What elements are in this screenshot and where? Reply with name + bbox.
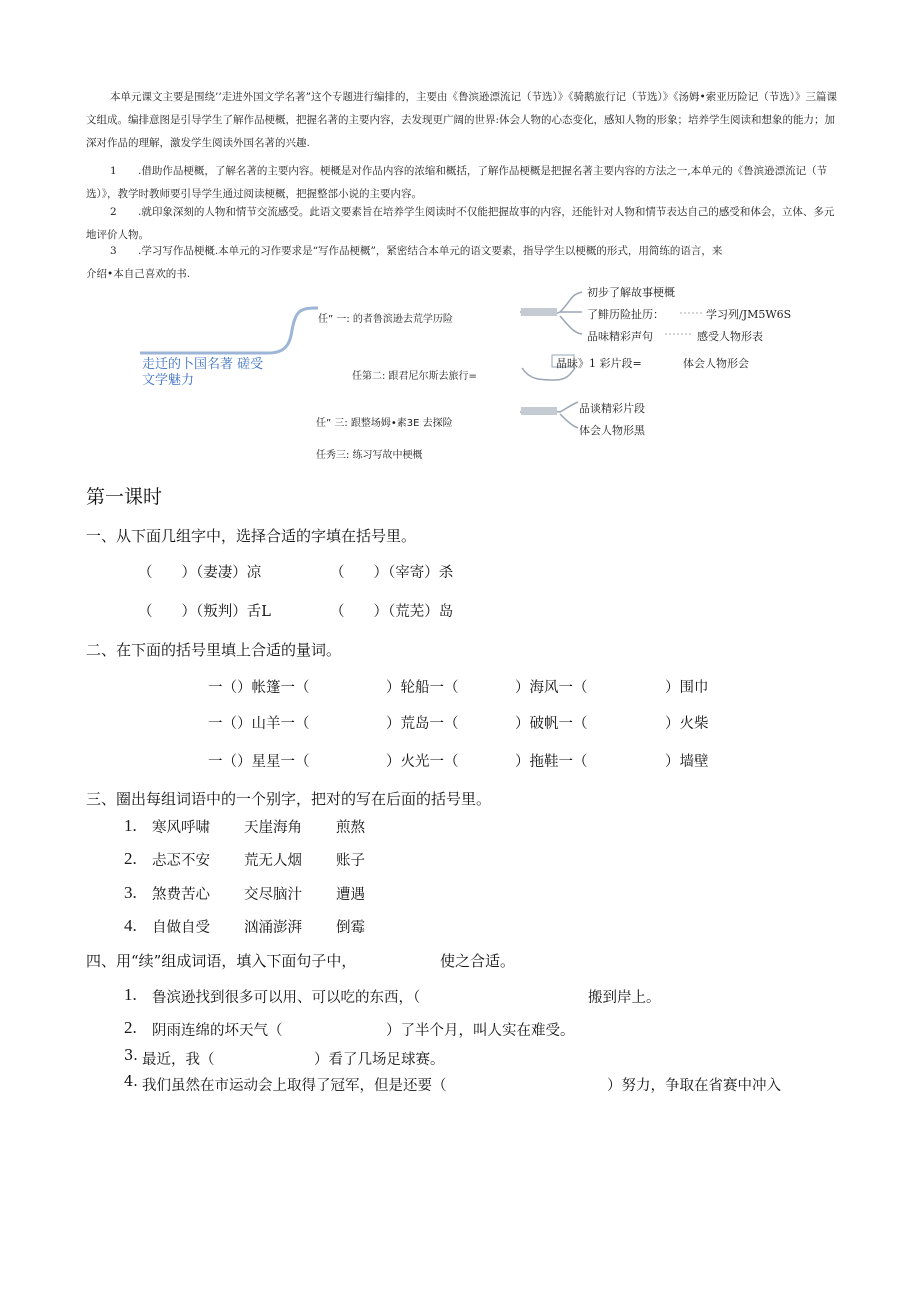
q4-sentence-a: 阴雨连绵的坏天气（ bbox=[152, 1023, 283, 1039]
lesson-title: 第一课时 bbox=[86, 486, 163, 508]
mindmap-connectors bbox=[0, 0, 920, 470]
q4-number: 2. bbox=[124, 1018, 137, 1037]
intro-item-number: 3 bbox=[110, 245, 117, 257]
q4-sentence-a: 我们虽然在市运动会上取得了冠军，但是还要（ bbox=[142, 1078, 447, 1094]
q3-word: 荒无人烟 bbox=[244, 853, 302, 869]
q2-title: 二、在下面的括号里填上合适的量词。 bbox=[86, 641, 342, 659]
mindmap-b1-sub1: 学习列/JM5W6S bbox=[706, 308, 792, 321]
q3-number: 4. bbox=[124, 916, 137, 935]
intro-item-text: .学习写作品梗概.本单元的习作要求是“写作品梗概”，紧密结合本单元的语文要素，指导学生以梗概的形式，用简练的语言，来 bbox=[138, 245, 723, 257]
q2-cell: 一（）帐篷一（ bbox=[208, 680, 310, 696]
intro-item-number: 2 bbox=[110, 206, 117, 218]
mindmap-b2-right: 体会人物形会 bbox=[683, 357, 749, 370]
branch-marker-1 bbox=[521, 308, 557, 316]
connector-b3b bbox=[560, 414, 578, 428]
q4-sentence-b: 搬到岸上。 bbox=[588, 990, 661, 1006]
mindmap-task3: 任” 三: 跟整场姆•素3E 去探险 bbox=[316, 418, 453, 429]
q2-cell: ）轮船一（ bbox=[386, 680, 459, 696]
q3-word: 交尽脑汁 bbox=[244, 887, 302, 903]
q1-item: （ ）（荒芜）岛 bbox=[330, 604, 454, 620]
q1-item: （ ）（宰寄）杀 bbox=[330, 565, 454, 581]
q4-number: 4. bbox=[124, 1074, 138, 1090]
q3-word: 汹涌澎湃 bbox=[244, 920, 302, 936]
q4-number: 3. bbox=[124, 1048, 138, 1064]
mindmap-task1: 任” 一: 的者鲁滨逊去荒学历险 bbox=[318, 314, 453, 325]
q1-title: 一、从下面几组字中，选择合适的字填在括号里。 bbox=[86, 527, 417, 545]
q4-sentence-b: ）努力，争取在省赛中冲入 bbox=[607, 1078, 781, 1094]
q2-cell: ）围巾 bbox=[665, 680, 709, 696]
q2-cell: ）拖鞋一（ bbox=[515, 754, 588, 770]
mindmap-b2-label: 晶昧》1 彩片段= bbox=[556, 357, 642, 370]
mindmap-b3-item1: 品谈精彩片段 bbox=[579, 402, 645, 415]
branch-marker-3 bbox=[521, 407, 557, 415]
q3-word: 天崖海角 bbox=[244, 820, 302, 836]
mindmap-b1-item2: 了鲱历险扯历： bbox=[587, 308, 664, 321]
q3-number: 3. bbox=[124, 883, 137, 902]
connector-b1c bbox=[560, 316, 582, 334]
q1-item: （ ）（叛判）舌L bbox=[138, 604, 271, 620]
q4-title: 四、用“续”组成词语，填入下面句子中， bbox=[86, 952, 357, 970]
q2-cell: 一（）山羊一（ bbox=[208, 716, 310, 732]
mindmap-task2: 任第二: 跟君尼尔斯去旅行= bbox=[352, 371, 477, 382]
q4-sentence-b: ）了半个月，叫人实在难受。 bbox=[386, 1023, 575, 1039]
q4-sentence-b: ）看了几场足球赛。 bbox=[314, 1052, 445, 1068]
q3-word: 账子 bbox=[336, 853, 365, 869]
q1-item: （ ）（妻凄）凉 bbox=[138, 565, 262, 581]
q3-word: 遭遇 bbox=[336, 887, 365, 903]
q3-word: 忐忑不安 bbox=[152, 853, 210, 869]
q3-word: 自做自受 bbox=[152, 920, 210, 936]
intro-item-number: 1 bbox=[110, 165, 117, 177]
intro-item-text: .借助作品梗概，了解名著的主要内容。梗概是对作品内容的浓缩和概括，了解作品梗概是把握名著主要内容的方法之一,本单元的《鲁滨逊漂流记（节选）》，教学时教师要引导学生通过阅读梗概，把握整部小说的主要内容。 bbox=[86, 165, 828, 200]
mindmap-b3-item2: 体会人物形黑 bbox=[579, 424, 645, 437]
q2-cell: ）墙壁 bbox=[665, 754, 709, 770]
q2-cell: ）荒岛一（ bbox=[386, 716, 459, 732]
mindmap-task4: 任秀三: 练习写故中梗概 bbox=[316, 450, 423, 461]
q3-word: 寒风呼啸 bbox=[152, 820, 210, 836]
q3-title: 三、圈出每组词语中的一个别字，把对的写在后面的括号里。 bbox=[86, 790, 492, 808]
q3-number: 2. bbox=[124, 849, 137, 868]
mindmap-b1-item1: 初步了解故事梗概 bbox=[587, 286, 675, 299]
q3-word: 煎熬 bbox=[336, 820, 365, 836]
q3-number: 1. bbox=[124, 816, 137, 835]
q3-word: 倒霉 bbox=[336, 920, 365, 936]
mindmap-b1-sub2: 感受人物形表 bbox=[697, 330, 763, 343]
intro-paragraph: 本单元课文主要是围绕’’走进外国文学名著”这个专题进行编排的，主要由《鲁滨逊漂流记（节选）》《骑鹅旅行记（节选）》《汤姆•索亚历险记（节选）》三篇课文组成。编排意图是引导学生了解作品梗概，把握名著的主要内容，去发现更广阔的世界:体会人物的心态变化，感知人物的形象；培养学生阅读和想象的能力；加深对作品的理解，激发学生阅读外国名著的兴趣. bbox=[86, 91, 837, 149]
q2-cell: ）火光一（ bbox=[386, 754, 459, 770]
q2-cell: 一（）星星一（ bbox=[208, 754, 310, 770]
connector-task1 bbox=[140, 308, 318, 353]
mindmap-center: 走迁的卜国名著 磋受 文学魅力 bbox=[142, 357, 264, 388]
q2-cell: ）破帆一（ bbox=[515, 716, 588, 732]
q4-sentence-a: 最近，我（ bbox=[142, 1052, 215, 1068]
q4-sentence-a: 鲁滨逊找到很多可以用、可以吃的东西，（ bbox=[152, 990, 421, 1006]
q2-cell: ）海风一（ bbox=[515, 680, 588, 696]
intro-item-text: 介绍•本自己喜欢的书. bbox=[86, 268, 191, 280]
q4-title-end: 使之合适。 bbox=[440, 952, 516, 970]
q2-cell: ）火柴 bbox=[665, 716, 709, 732]
q4-number: 1. bbox=[124, 985, 137, 1004]
intro-item-text: .就印象深刻的人物和情节交流感受。此语文要素旨在培养学生阅读时不仅能把握故事的内容，还能针对人物和情节表达自己的感受和体会，立体、多元地评价人物。 bbox=[86, 206, 835, 241]
mindmap-b1-item3: 品味精彩声句 bbox=[587, 330, 653, 343]
q3-word: 煞费苦心 bbox=[152, 887, 210, 903]
